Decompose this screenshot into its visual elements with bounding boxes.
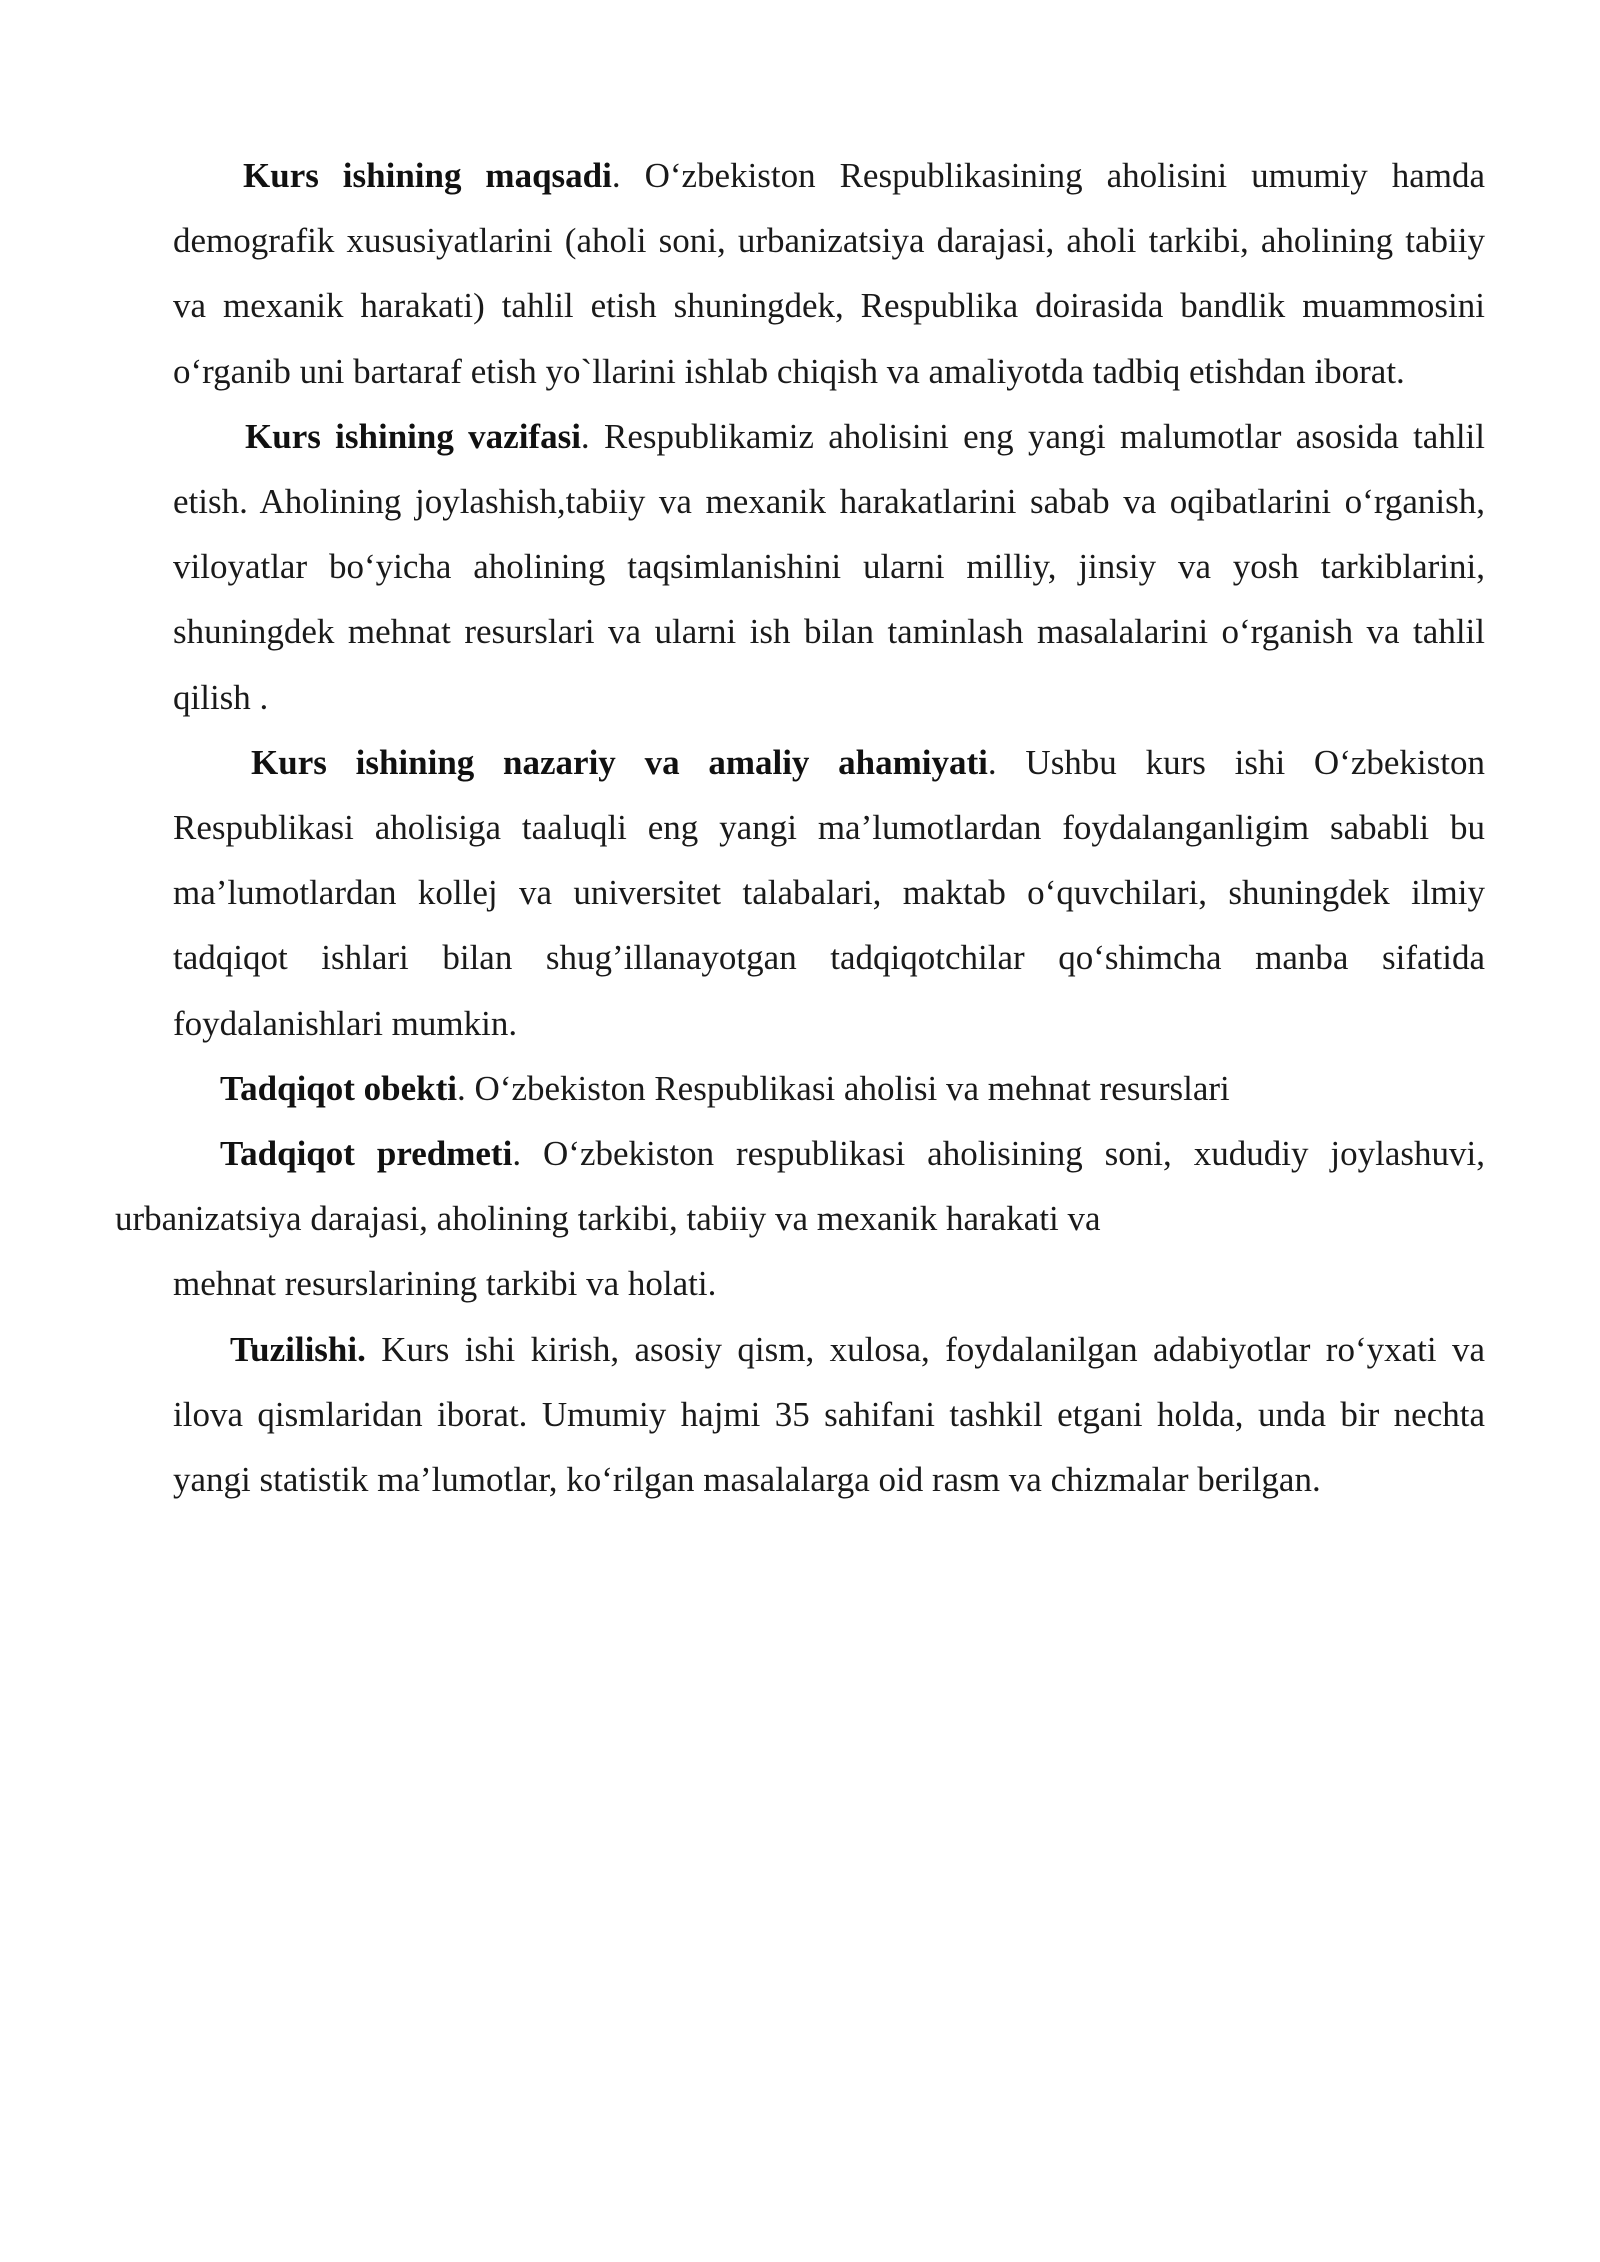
paragraph-research-subject — [115, 1121, 1485, 1317]
text-purpose: . O‘zbekiston Respublikasining aholisini umumiy hamda demografik xususiyatlarini (aholi soni, urbanizatsiya darajasi, aholi tarkibi, aholining tabiiy va mexanik harakati) tahlil etish shuningdek, Respublika doirasida bandlik muammosini o‘rganib uni bartaraf etish yo`llarini ishlab chiqish va amaliyotda tadbiq etishdan iborat. — [173, 156, 1486, 391]
text-tasks: . Respublikamiz aholisini eng yangi malumotlar asosida tahlil etish. Aholining joylashish,tabiiy va mexanik harakatlarini sabab va oqibatlarini o‘rganish, viloyatlar bo‘yicha aholining taqsimlanishini ularni milliy, jinsiy va yosh tarkiblarini, shuningdek mehnat resurslari va ularni ish bilan taminlash masalalarini o‘rganish va tahlil qilish . — [173, 416, 1485, 717]
heading-purpose: Kurs ishining maqsadi — [243, 156, 612, 195]
heading-research-object: Tadqiqot obekti — [220, 1068, 458, 1108]
paragraph-structure — [173, 1317, 1485, 1513]
research-subject-line-2: urbanizatsiya darajasi, aholining tarkibi, tabiiy va mexanik harakati va — [115, 1199, 1101, 1239]
text-research-subject-1: . O‘zbekiston respublikasi aholisining soni, xududiy joylashuvi, — [512, 1134, 1485, 1174]
text-structure: Kurs ishi kirish, asosiy qism, xulosa, foydalanilgan adabiyotlar ro‘yxati va ilova qismlaridan iborat. Umumiy hajmi 35 sahifani tashkil etgani holda, unda bir nechta yangi statistik ma’lumotlar, ko‘rilgan masalalarga oid rasm va chizmalar berilgan. — [173, 1329, 1485, 1500]
heading-structure: Tuzilishi. — [230, 1329, 366, 1369]
text-significance: . Ushbu kurs ishi O‘zbekiston Respublikasi aholisiga taaluqli eng yangi ma’lumotlardan foydalanganligim sababli bu ma’lumotlardan kollej va universitet talabalari, maktab o‘quvchilari, shuningdek ilmiy tadqiqot ishlari bilan shug’illanayotgan tadqiqotchilar qo‘shimcha manba sifatida foydalanishlari mumkin. — [173, 742, 1485, 1043]
heading-tasks: Kurs ishining vazifasi — [245, 416, 581, 456]
text-research-object: . O‘zbekiston Respublikasi aholisi va mehnat resurslari — [457, 1068, 1230, 1108]
heading-significance: Kurs ishining nazariy va amaliy ahamiyati — [251, 742, 988, 782]
paragraph-research-object — [173, 1056, 1485, 1121]
paragraph-purpose — [173, 143, 1485, 404]
paragraph-tasks — [173, 404, 1485, 730]
document-body — [115, 143, 1486, 1512]
paragraph-significance — [173, 730, 1485, 1056]
research-subject-line-3: mehnat resurslarining tarkibi va holati. — [173, 1264, 717, 1304]
research-subject-line-1 — [173, 1121, 1485, 1186]
heading-research-subject: Tadqiqot predmeti — [220, 1134, 513, 1174]
